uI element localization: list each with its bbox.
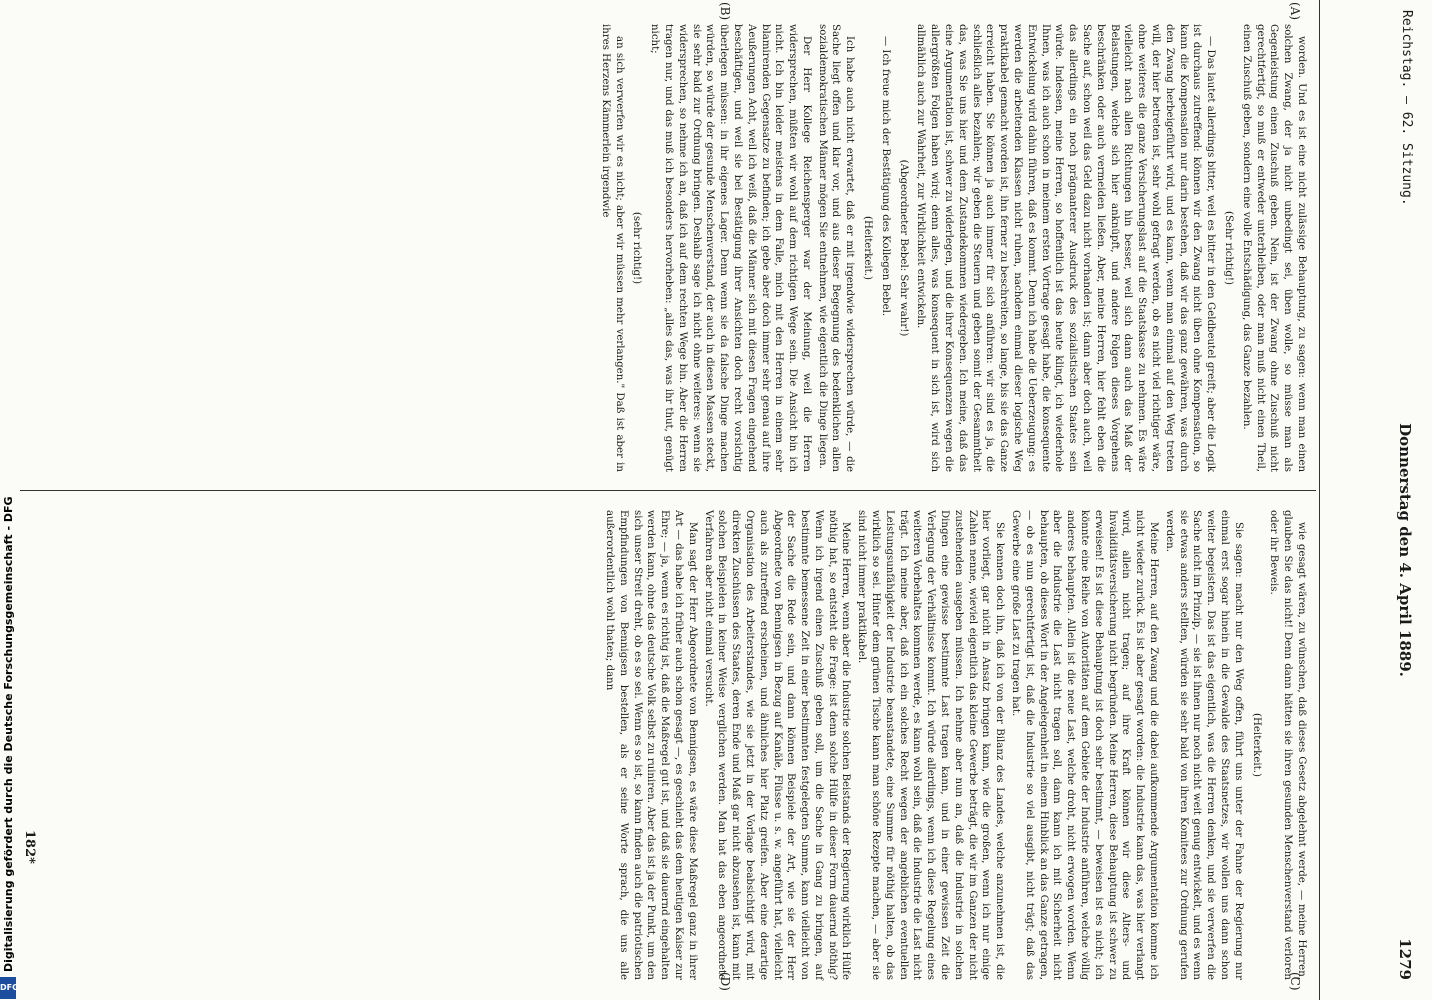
paragraph: worden. Und es ist eine nicht zulässige Behauptung, zu sagen: wenn man einen solchen Zwang, der ja nicht unbedingt sei, üben wolle, so müsse man als Gegenleistung einen Zuschuß geben. Nein, ist der Zwang ohne Zuschuß nicht gerechtfertigt, so muß er entweder unterbleiben, oder man muß nicht einen Theil, einen Zuschuß geben, sondern eine volle Entschädigung, das Ganze bezahlen. [1240,24,1307,472]
paragraph: — Das lautet allerdings bitter, weil es bitter in den Geldbeutel greift; aber die Logik ist durchaus zutreffend: können wir den Zwang nicht üben ohne Kompensation, so kann die Kompensation nur darin bestehen, daß wir das ganz gewähren, was durch den Zwang herbeigeführt wird, und es kann, wenn man einmal auf den Weg treten will, der hier betreten ist, sehr wohl gefragt werden, ob es nicht viel richtiger wäre, ohne weiteres die ganze Versicherungslast auf die Staatskasse zu nehmen. Es wäre vielleicht nach allen Richtungen hin besser, weil sich dann auch das Maß der Belastungen, welche sich hier anknüpft, und andere Folgen dieses Vorgehens beschränken oder auch vermeiden ließen. Aber, meine Herren, hier fehlt eben die Sache auf, schon weil das Geld dazu nicht vorhanden ist; dann aber doch auch, weil das allerdings ein noch prägnanterer Ausdruck des sozialistischen Staates sein würde. Indessen, meine Herren, so hoffentlich ist das heute klingt, ich wiederhole Ihnen, was ich auch schon in meinem ersten Vortrage gesagt habe, die konsequente Entwickelung wird dahin führen, daß es kommt. Denn ich habe die Ueberzeugung: es werden die arbeitenden Klassen nicht ruhen, nachdem einmal dieser logische Weg praktikabel gemacht worden ist, ihn ferner zu beschreiten, so lange, bis sie das Ganze erreicht haben. Sie können ja auch immer für sich anführen: wir sind es ja, die schließlich alles bezahlen; wir geben die Steuern und geben somit der Gesammtheit das, was Sie uns hier und dem Zustandekommen wiedergeben. Ich meine, daß das eine Argumentation ist, schwer zu widerlegen, und die ihrer Konsequenzen wegen die allergrößten Folgen haben wird; denn alles, was konsequent in sich ist, wird sich allmählich auch zur Wahrheit, zur Wirklichkeit entwickeln. [915,24,1217,472]
paragraph: Sie kennen doch ihn, daß ich von der Bilanz des Landes, welche anzunehmen ist, die hier vorliegt, gar nicht in Ansatz bringen kann, wie die großen, wenn ich nur einige Zahlen nenne, wieviel eigentlich das kleine Gewerbe beträgt, die wir im Ganzen der nicht zustehenden ausgeben müssen. Ich nehme aber nun an, daß die Industrie in solchen Dingen eine gewisse bestimmte Last tragen kann, und in einer gewissen Zeit die Verlegung der Verhältnisse kommt. Ich würde allerdings, wenn ich diese Regelung eines weiteren Vorbehaltes kommen werde, es kann wohl sein, daß die Industrie die Last nicht trägt. Ich meine aber, daß ich ein solches Recht wegen der angeblichen eventuellen Leistungsunfähigkeit der Industrie beanstandete, eine Summe für nöthig halten, ob das wirklich so sei. Hinter dem grünen Tische kann man schöne Rezepte machen, — aber sie sind nicht immer praktikabel. [856,510,1006,980]
margin-marker-d: (D) [718,972,732,991]
paragraph: Der Herr Kollege Reichensperger war der Meinung, weil die Herren widersprechen, müßten wir wohl auf dem richtigen Wege sein. Die Ansicht bin ich nicht. Ich bin leider meistens in dem Falle, mich mit den Herren in einem sehr blamirenden Gegensatze zu befinden; ich gebe aber doch immer sehr genau auf ihre Aeußerungen Acht, weil ich weiß, daß die Männer sich mit diesen Fragen eingehend beschäftigen, und weil sie bei Bestätigung ihrer Ansichten doch recht vorsichtig überlegen müssen: in ihr eigenes Lager. Denn wenn sie da falsche Dinge machen würden, so würde der gesunde Menschenverstand, der auch in diesen Massen steckt, sie sehr bald zur Ordnung bringen. Deshalb sage ich nicht ohne weiteres: wenn sie widersprechen, so nehme ich an, daß ich auf dem rechten Wege bin. Aber die Herren tragen nur, und das muß ich besonders hervorheben: „alles das, was ihr thut, genügt nicht; [649,24,812,472]
interjection: (Abgeordneter Bebel: Sehr wahr!) [897,159,909,337]
column-divider [20,490,1316,491]
paragraph: Meine Herren, wenn aber die Industrie solchen Beistands der Regierung wirklich Hülfe nöthig hat, so entsteht die Frage: ist denn solche Hülfe in dieser Form dauernd nöthig? Wenn ich irgend einen Zuschuß geben soll, um die Sache in Gang zu bringen, auf bestimmte bemessene Zeit in einer bestimmten festgelegten Summe, kann vielleicht von der Sache die Rede sein, und dann können Beispiele der Art, wie sie der Herr Abgeordnete von Bennigsen in Bezug auf Kanäle, Flüsse u. s. w. angeführt hat, vielleicht auch als zutreffend erscheinen, und ähnliches hier Platz greifen. Aber eine derartige Organisation des Arbeiterstandes, wie sie jetzt in der Vorlage beabsichtigt wird, mit direkten Zuschüssen des Staates, deren Ende und Maß gar nicht abzusehen ist, kann mit solchen Beispielen in keiner Weise verglichen werden. Man hat das eben angeordnete Verfahren aber nicht einmal versucht. [702,510,852,980]
paragraph: — Ich freue mich der Bestätigung des Kollegen Bebel. [879,36,891,317]
interjection: (Heiterkeit.) [862,216,874,280]
sheet-signature: 182* [22,830,37,864]
header-session: Reichstag. — 62. Sitzung. [1399,10,1414,206]
paragraph: Meine Herren, auf den Zwang und die dabei aufkommende Argumentation komme ich nicht wieder zurück. Es ist aber gesagt worden: die Industrie kann das, was hier verlangt wird, allein nicht tragen; auf ihre Kraft können wir diese Alters- und Invaliditätsversicherung nicht begründen. Meine Herren, diese Behauptung ist schwer zu erweisen! Es ist diese Behauptung ist doch sehr bestimmt, — beweisen ist es nicht; ich könnte eine Reihe von Autoritäten auf dem Gebiete der Industrie anführen, welche völlig anderes behaupten. Allein ist die neue Last, welche droht, nicht erwogen worden. Wenn aber die Industrie die Last nicht tragen soll, dann kann ich mit Sicherheit nicht behaupten, ob dieses Wort in der Angelegenheit in einem Hinblick an das Ganze getragen, — ob es nun gerechtfertigt ist, daß die Industrie so viel ausgibt, nicht trägt; daß das Gewerbe eine große Last zu tragen hat. [1010,510,1160,980]
margin-marker-b: (B) [718,2,732,21]
margin-marker-c: (C) [1288,972,1302,991]
interjection: (Heiterkeit.) [1250,713,1262,777]
dfg-logo-icon: DFG [0,977,16,999]
paragraph: Man sagt der Herr Abgeordnete von Bennigsen, es wäre diese Maßregel ganz in ihrer Art — das habe ich früher auch schon gesagt —, es geschieht das dem heutigen Kaiser zur Ehre; — ja, wenn es richtig ist, daß die Maßregel gut ist, und daß sie dauernd eingehalten werden kann, ohne das deutsche Volk selbst zu ruiniren. Aber das ist ja der Punkt, um den sich unser Streit dreht, ob es so sei. Wenn es so ist, so kann finden auch die patriotischen Empfindungen von Bennigsen bestellen, als er seine Worte sprach, die uns alle außerordentlich wohl thaten; dann [603,510,698,980]
interjection: (Sehr richtig!) [1223,211,1235,285]
digitization-credit: Digitalisierung gefördert durch die Deutsche Forschungsgemeinschaft - DFG [2,496,15,972]
paragraph: wie gesagt wären, zu wünschen, daß dieses Gesetz abgelehnt werde, — meine Herren, glauben Sie das nicht! Denn dann hätten sie ihren gesunden Menschenverstand verloren oder ihr Beweis. [1268,510,1307,980]
left-column [596,24,1308,472]
right-column [600,510,1308,980]
paragraph: an sich verwerfen wir es nicht; aber wir müssen mehr verlangen." Daß ist aber in ihres Herzens Kämmerlein irgendwie [599,24,625,472]
paragraph: Sie sagen: macht nur den Weg offen, führt uns unter der Fahne der Regierung nur einmal erst sogar hinein in die Gewalde des Staatsnetzes, wir wollen uns dann schon weiter begeistern. Das ist das eigentlich, was die Herren denken, und sie verwerfen die Sache nicht im Prinzip, — sie ist ihnen nur noch nicht weit genug entwickelt, und es wenn sie etwas anders stellten, würden sie sehr bald von ihren Komitees zur Ordnung gerufen werden. [1163,510,1244,980]
header-rule [1319,0,1320,1000]
page-header [1316,0,1432,1000]
margin-marker-a: (A) [1288,2,1302,21]
paragraph: Ich habe auch nicht erwartet, daß er mit irgendwie widersprechen würde, — die Sache liegt offen und klar vor, und aus dieser Begegnung des bedenklichen allen sozialdemokratischen Männer mögen Sie entnehmen, wie eigentlich die Dinge liegen. [816,24,856,472]
header-date: Donnerstag den 4. April 1889. [1396,423,1414,677]
interjection: (sehr richtig!) [631,211,643,285]
page-number: 1279 [1396,938,1414,980]
